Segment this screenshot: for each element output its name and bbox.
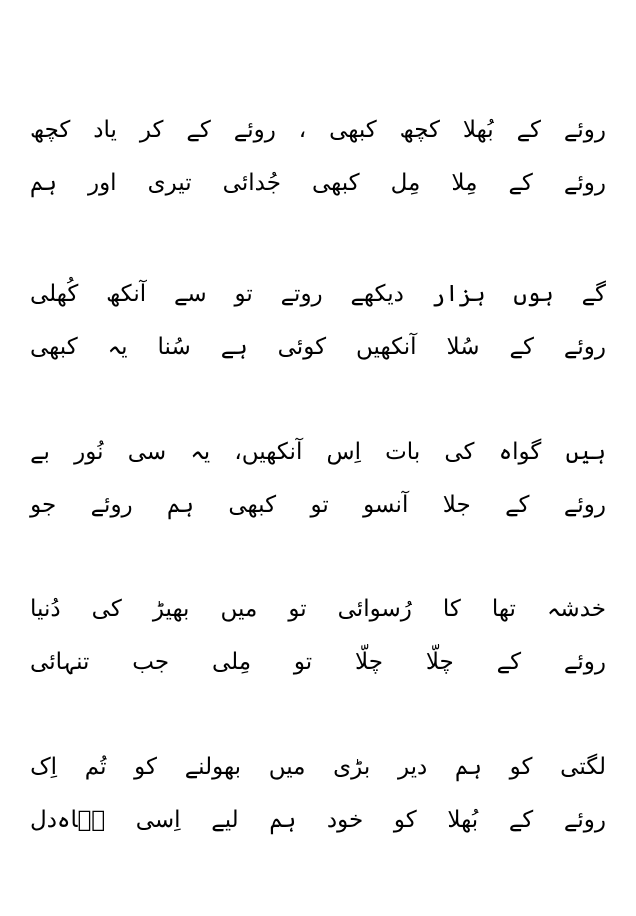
word: کی bbox=[444, 439, 475, 465]
word: بُھلا bbox=[462, 117, 494, 143]
word: جُدائی bbox=[222, 170, 281, 196]
word: کے bbox=[516, 117, 541, 143]
word: روئے bbox=[563, 492, 606, 518]
word: روئے bbox=[563, 807, 606, 833]
stanza-1 bbox=[30, 108, 606, 205]
word: نُور bbox=[74, 439, 104, 465]
word: کو bbox=[134, 754, 158, 780]
word: روئے bbox=[563, 334, 606, 360]
word: ہم bbox=[167, 492, 194, 518]
word: کو bbox=[509, 754, 533, 780]
word: تھا bbox=[491, 596, 516, 622]
word: ہم bbox=[269, 807, 297, 833]
word: بڑی bbox=[333, 754, 371, 780]
word: روئے bbox=[563, 649, 606, 675]
word: آنکھیں bbox=[356, 334, 417, 360]
word: میں bbox=[220, 596, 258, 622]
verse-line bbox=[30, 161, 606, 205]
word: یاد bbox=[93, 117, 117, 143]
word: خود bbox=[326, 807, 364, 833]
word: ہوں bbox=[513, 281, 554, 307]
word: کا bbox=[442, 596, 461, 622]
word: اور bbox=[87, 170, 117, 196]
word: تیری bbox=[147, 170, 192, 196]
verse-line bbox=[30, 640, 606, 684]
word: کے bbox=[508, 807, 534, 833]
word: تو bbox=[288, 596, 307, 622]
word: گواہ bbox=[498, 439, 542, 465]
word: مِل bbox=[390, 170, 421, 196]
word: کے bbox=[508, 170, 533, 196]
word: سی bbox=[127, 439, 167, 465]
word: یہ bbox=[107, 334, 128, 360]
word: تو bbox=[310, 492, 329, 518]
word: رُسوائی bbox=[337, 596, 412, 622]
word: کبھی bbox=[30, 334, 78, 360]
word: روئے bbox=[90, 492, 133, 518]
word: بے bbox=[30, 439, 50, 465]
word: جو bbox=[30, 492, 57, 518]
word: جلا bbox=[442, 492, 471, 518]
word: دیکھے bbox=[350, 281, 404, 307]
word: آنکھ bbox=[106, 281, 147, 307]
word: کی bbox=[91, 596, 122, 622]
verse-line bbox=[30, 430, 606, 474]
word: ہم bbox=[455, 754, 482, 780]
word: کے bbox=[505, 492, 530, 518]
word: ہے bbox=[220, 334, 248, 360]
verse-line bbox=[30, 108, 606, 152]
word: یہ bbox=[190, 439, 211, 465]
word: دیر bbox=[397, 754, 428, 780]
word: تُم bbox=[84, 754, 107, 780]
word: کبھی bbox=[311, 170, 360, 196]
word: ہزار bbox=[431, 281, 486, 307]
verse-line bbox=[30, 587, 606, 631]
word: مِلی bbox=[211, 649, 252, 675]
word: روئے bbox=[563, 170, 606, 196]
word: اِک bbox=[30, 754, 58, 780]
word: شؔاہ‌دل bbox=[30, 807, 106, 833]
word: جب bbox=[132, 649, 170, 675]
word: بھولنے bbox=[184, 754, 242, 780]
word: کے bbox=[496, 649, 522, 675]
word: آنسو bbox=[363, 492, 409, 518]
word: مِلا bbox=[451, 170, 478, 196]
stanza-5 bbox=[30, 745, 606, 842]
word: لگتی bbox=[560, 754, 606, 780]
word: کے bbox=[186, 117, 211, 143]
word: ، bbox=[298, 117, 307, 143]
word: کچھ bbox=[30, 117, 71, 143]
word: دُنیا bbox=[30, 596, 61, 622]
word: روتے bbox=[280, 281, 323, 307]
word: اِس bbox=[326, 439, 361, 465]
word: میں bbox=[268, 754, 306, 780]
word: کر bbox=[139, 117, 164, 143]
word: ہیں bbox=[565, 439, 606, 465]
word: تو bbox=[293, 649, 313, 675]
word: سُنا bbox=[157, 334, 191, 360]
word: روئے bbox=[233, 117, 276, 143]
word: لیے bbox=[211, 807, 239, 833]
stanza-4 bbox=[30, 587, 606, 684]
stanza-2 bbox=[30, 272, 606, 369]
word: اِسی bbox=[135, 807, 181, 833]
word: آنکھیں، bbox=[234, 439, 303, 465]
word: ہم bbox=[30, 170, 57, 196]
verse-line bbox=[30, 483, 606, 527]
verse-line bbox=[30, 272, 606, 316]
word: تو bbox=[234, 281, 253, 307]
word: سے bbox=[173, 281, 207, 307]
word: کُھلی bbox=[30, 281, 79, 307]
word: گے bbox=[581, 281, 606, 307]
verse-line bbox=[30, 798, 606, 842]
word: سُلا bbox=[446, 334, 480, 360]
verse-line bbox=[30, 745, 606, 789]
word: کو bbox=[393, 807, 417, 833]
word: روئے bbox=[563, 117, 606, 143]
word: بھیڑ bbox=[152, 596, 190, 622]
word: کبھی bbox=[228, 492, 277, 518]
word: کبھی bbox=[329, 117, 377, 143]
word: چلّا bbox=[355, 649, 383, 675]
word: تنہائی bbox=[30, 649, 90, 675]
word: بات bbox=[385, 439, 421, 465]
word: کے bbox=[509, 334, 534, 360]
word: چلّا bbox=[425, 649, 454, 675]
word: کوئی bbox=[277, 334, 327, 360]
verse-line bbox=[30, 325, 606, 369]
word: کچھ bbox=[399, 117, 441, 143]
word: خدشہ bbox=[546, 596, 606, 622]
stanza-3 bbox=[30, 430, 606, 527]
word: بُھلا bbox=[447, 807, 479, 833]
